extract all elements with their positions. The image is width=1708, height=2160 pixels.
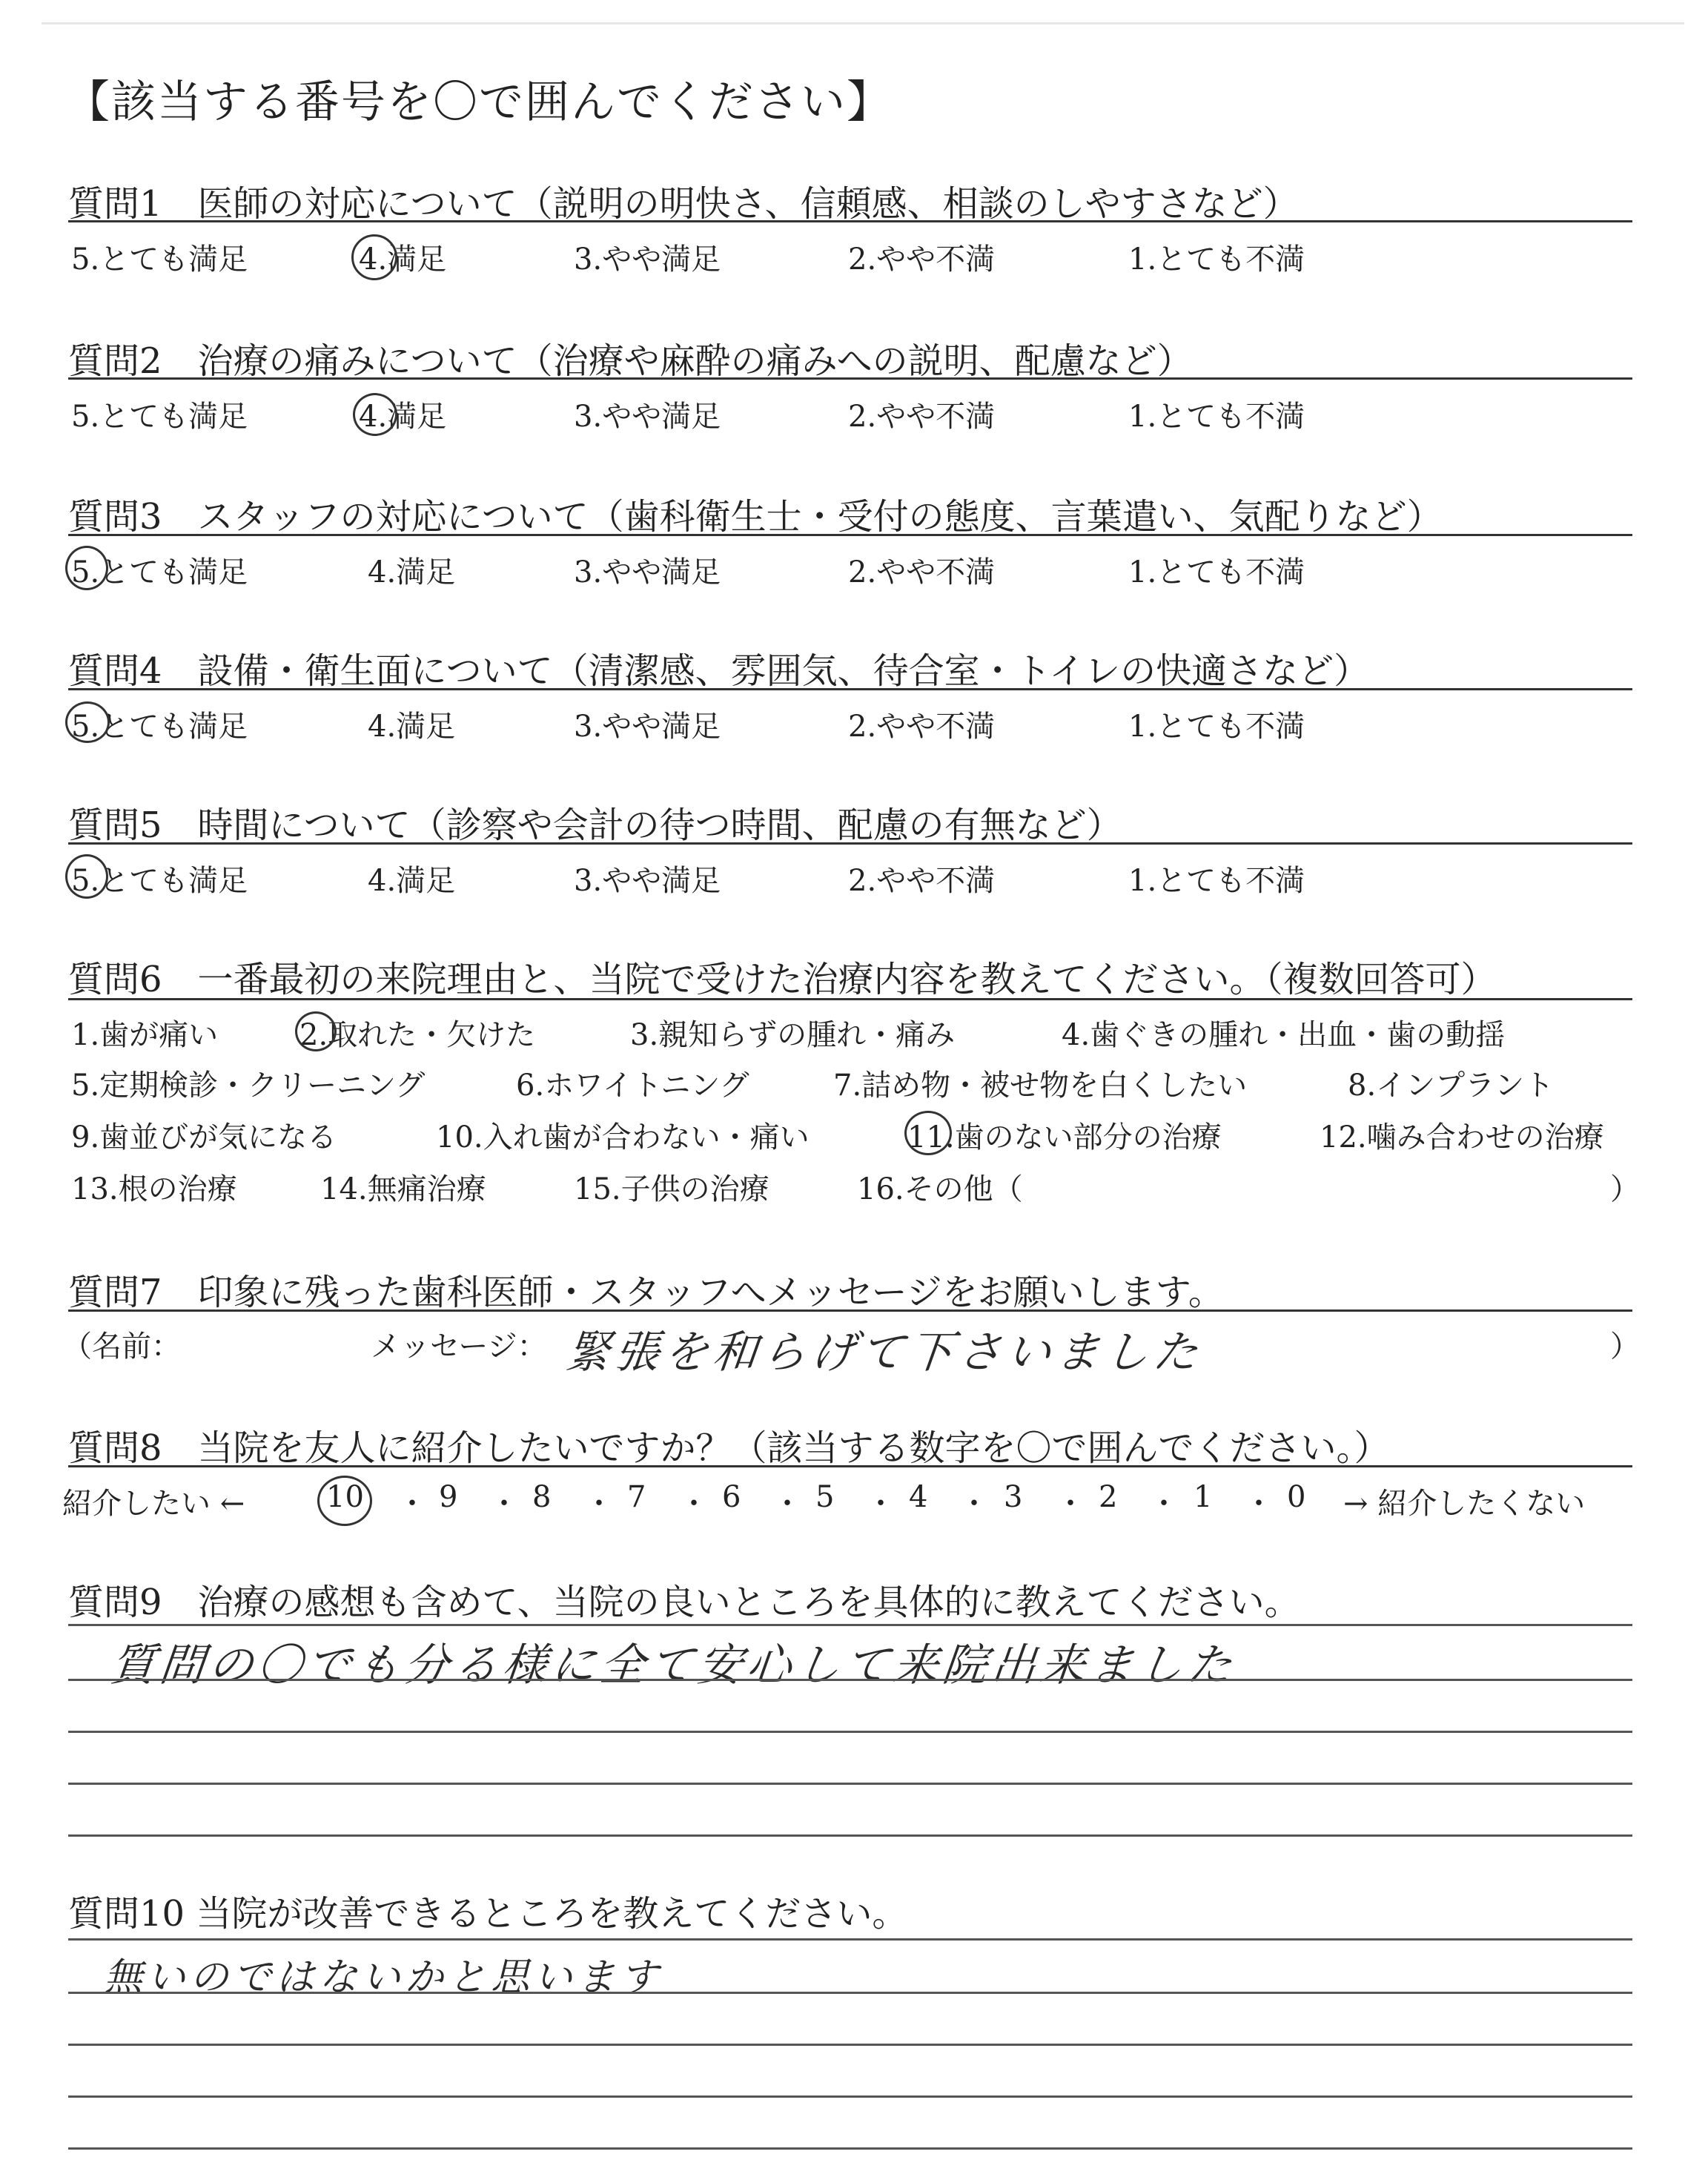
q4-option-3[interactable]: 3.やや満足 [574,710,721,744]
question-3-title: 質問3 スタッフの対応について（歯科衛生士・受付の態度、言葉遣い、気配りなど） [68,496,1443,538]
q1-option-3[interactable]: 3.やや満足 [574,242,721,277]
q1-option-5[interactable]: 5.とても満足 [71,242,248,277]
q8-dot: ・ [397,1487,427,1521]
q8-dot: ・ [959,1487,989,1521]
question-3-rule [68,534,1632,536]
question-7-rule [68,1309,1632,1312]
q6-option-14[interactable]: 14.無痛治療 [320,1172,486,1206]
q8-score-1[interactable]: 1 [1194,1480,1213,1514]
q5-option-3[interactable]: 3.やや満足 [574,864,721,898]
q6-other-close-paren: ） [1610,1172,1640,1206]
q4-selection-circle [65,701,110,743]
question-2-title: 質問2 治療の痛みについて（治療や麻酔の痛みへの説明、配慮など） [68,340,1193,382]
q6-option-4[interactable]: 4.歯ぐきの腫れ・出血・歯の動揺 [1062,1018,1506,1052]
page-heading: 【該当する番号を〇で囲んでください】 [65,76,893,128]
q8-score-2[interactable]: 2 [1099,1480,1118,1514]
question-7-title: 質問7 印象に残った歯科医師・スタッフへメッセージをお願いします。 [68,1272,1224,1313]
q9-answer-line-1 [68,1624,1632,1626]
question-6-rule [68,998,1632,1000]
q5-option-5[interactable]: 5.とても満足 [71,864,248,898]
q8-right-label: → 紹介したくない [1343,1487,1586,1521]
q10-answer-line-4 [68,2095,1632,2098]
q2-selection-circle [353,393,397,436]
q6-option-11-selection-circle [904,1111,952,1155]
question-5-title: 質問5 時間について（診察や会計の待つ時間、配慮の有無など） [68,805,1122,846]
q5-option-1[interactable]: 1.とても不満 [1128,864,1305,898]
q8-score-7[interactable]: 7 [627,1480,646,1514]
q3-option-2[interactable]: 2.やや不満 [848,555,996,589]
q3-option-3[interactable]: 3.やや満足 [574,555,721,589]
q1-option-1[interactable]: 1.とても不満 [1128,242,1305,277]
q2-option-3[interactable]: 3.やや満足 [574,400,721,434]
q6-option-2[interactable]: 2.取れた・欠けた [299,1018,536,1052]
q10-answer-line-3 [68,2044,1632,2046]
q8-score-3[interactable]: 3 [1004,1480,1023,1514]
q6-option-12[interactable]: 12.噛み合わせの治療 [1320,1120,1604,1155]
question-1-rule [68,220,1632,222]
q2-option-5[interactable]: 5.とても満足 [71,400,248,434]
q3-option-5[interactable]: 5.とても満足 [71,555,248,589]
q6-option-3[interactable]: 3.親知らずの腫れ・痛み [630,1018,956,1052]
q9-answer-line-3 [68,1731,1632,1733]
q8-left-label: 紹介したい ← [62,1487,245,1521]
q1-option-4[interactable]: 4.満足 [359,242,447,277]
q1-selection-circle [351,234,397,280]
question-8-rule [68,1465,1632,1467]
question-8-title: 質問8 当院を友人に紹介したいですか？（該当する数字を〇で囲んでください。） [68,1427,1390,1469]
q8-score-8[interactable]: 8 [532,1480,552,1514]
question-9-title: 質問9 治療の感想も含めて、当院の良いところを具体的に教えてください。 [68,1582,1300,1623]
question-4-rule [68,688,1632,690]
question-4-title: 質問4 設備・衛生面について（清潔感、雰囲気、待合室・トイレの快適さなど） [68,650,1370,692]
q6-option-11[interactable]: 11.歯のない部分の治療 [907,1120,1222,1155]
q3-selection-circle [65,546,108,590]
q8-dot: ・ [1244,1487,1274,1521]
q8-dot: ・ [1149,1487,1179,1521]
q7-message-label: メッセージ： [371,1330,547,1364]
q7-close-paren: ） [1610,1330,1640,1364]
q4-option-5[interactable]: 5.とても満足 [71,710,248,744]
q6-option-1[interactable]: 1.歯が痛い [71,1018,219,1052]
q1-option-2[interactable]: 2.やや不満 [848,242,996,277]
q8-score-4[interactable]: 4 [909,1480,928,1514]
q6-option-9[interactable]: 9.歯並びが気になる [71,1120,337,1155]
q3-option-4[interactable]: 4.満足 [368,555,456,589]
question-1-title: 質問1 医師の対応について（説明の明快さ、信頼感、相談のしやすさなど） [68,183,1299,225]
question-5-rule [68,842,1632,845]
q7-name-label: （名前： [62,1330,181,1364]
q9-handwritten-answer[interactable]: 質問の〇でも分る様に全て安心して来院出来ました [107,1639,1239,1691]
q6-option-16[interactable]: 16.その他（ [857,1172,1023,1206]
q4-option-4[interactable]: 4.満足 [368,710,456,744]
q8-dot: ・ [489,1487,519,1521]
q4-option-2[interactable]: 2.やや不満 [848,710,996,744]
q8-dot: ・ [772,1487,802,1521]
q8-selection-circle [317,1476,372,1526]
q9-answer-line-5 [68,1834,1632,1837]
q6-option-5[interactable]: 5.定期検診・クリーニング [71,1069,426,1103]
q7-handwritten-message[interactable]: 緊張を和らげて下さいました [563,1327,1205,1378]
q5-option-2[interactable]: 2.やや不満 [848,864,996,898]
q10-answer-line-5 [68,2147,1632,2150]
q6-option-15[interactable]: 15.子供の治療 [574,1172,769,1206]
q5-option-4[interactable]: 4.満足 [368,864,456,898]
q6-option-7[interactable]: 7.詰め物・被せ物を白くしたい [833,1069,1248,1103]
q4-option-1[interactable]: 1.とても不満 [1128,710,1305,744]
q10-handwritten-answer[interactable]: 無いのではないかと思います [104,1955,663,2000]
q10-answer-line-2 [68,1992,1632,1994]
q2-option-2[interactable]: 2.やや不満 [848,400,996,434]
q6-option-2-selection-circle [295,1011,337,1051]
q6-option-6[interactable]: 6.ホワイトニング [516,1069,749,1103]
q2-option-4[interactable]: 4.満足 [359,400,447,434]
question-10-title: 質問10 当院が改善できるところを教えてください。 [68,1893,908,1935]
q5-selection-circle [65,854,108,899]
q6-option-13[interactable]: 13.根の治療 [71,1172,237,1206]
q2-option-1[interactable]: 1.とても不満 [1128,400,1305,434]
q8-dot: ・ [1056,1487,1085,1521]
question-2-rule [68,377,1632,380]
q6-option-8[interactable]: 8.インプラント [1348,1069,1555,1103]
q8-score-6[interactable]: 6 [722,1480,741,1514]
q8-score-10[interactable]: 10 [326,1480,364,1514]
q10-answer-line-1 [68,1938,1632,1941]
top-border [42,22,1684,24]
q8-dot: ・ [679,1487,709,1521]
q8-score-9[interactable]: 9 [439,1480,458,1514]
q9-answer-line-2 [68,1679,1632,1681]
q9-answer-line-4 [68,1783,1632,1785]
question-6-title: 質問6 一番最初の来院理由と、当院で受けた治療内容を教えてください。（複数回答可） [68,959,1497,1000]
q8-dot: ・ [866,1487,896,1521]
q8-score-0[interactable]: 0 [1287,1480,1306,1514]
q8-score-5[interactable]: 5 [815,1480,835,1514]
q6-option-10[interactable]: 10.入れ歯が合わない・痛い [436,1120,810,1155]
q8-dot: ・ [584,1487,614,1521]
q3-option-1[interactable]: 1.とても不満 [1128,555,1305,589]
